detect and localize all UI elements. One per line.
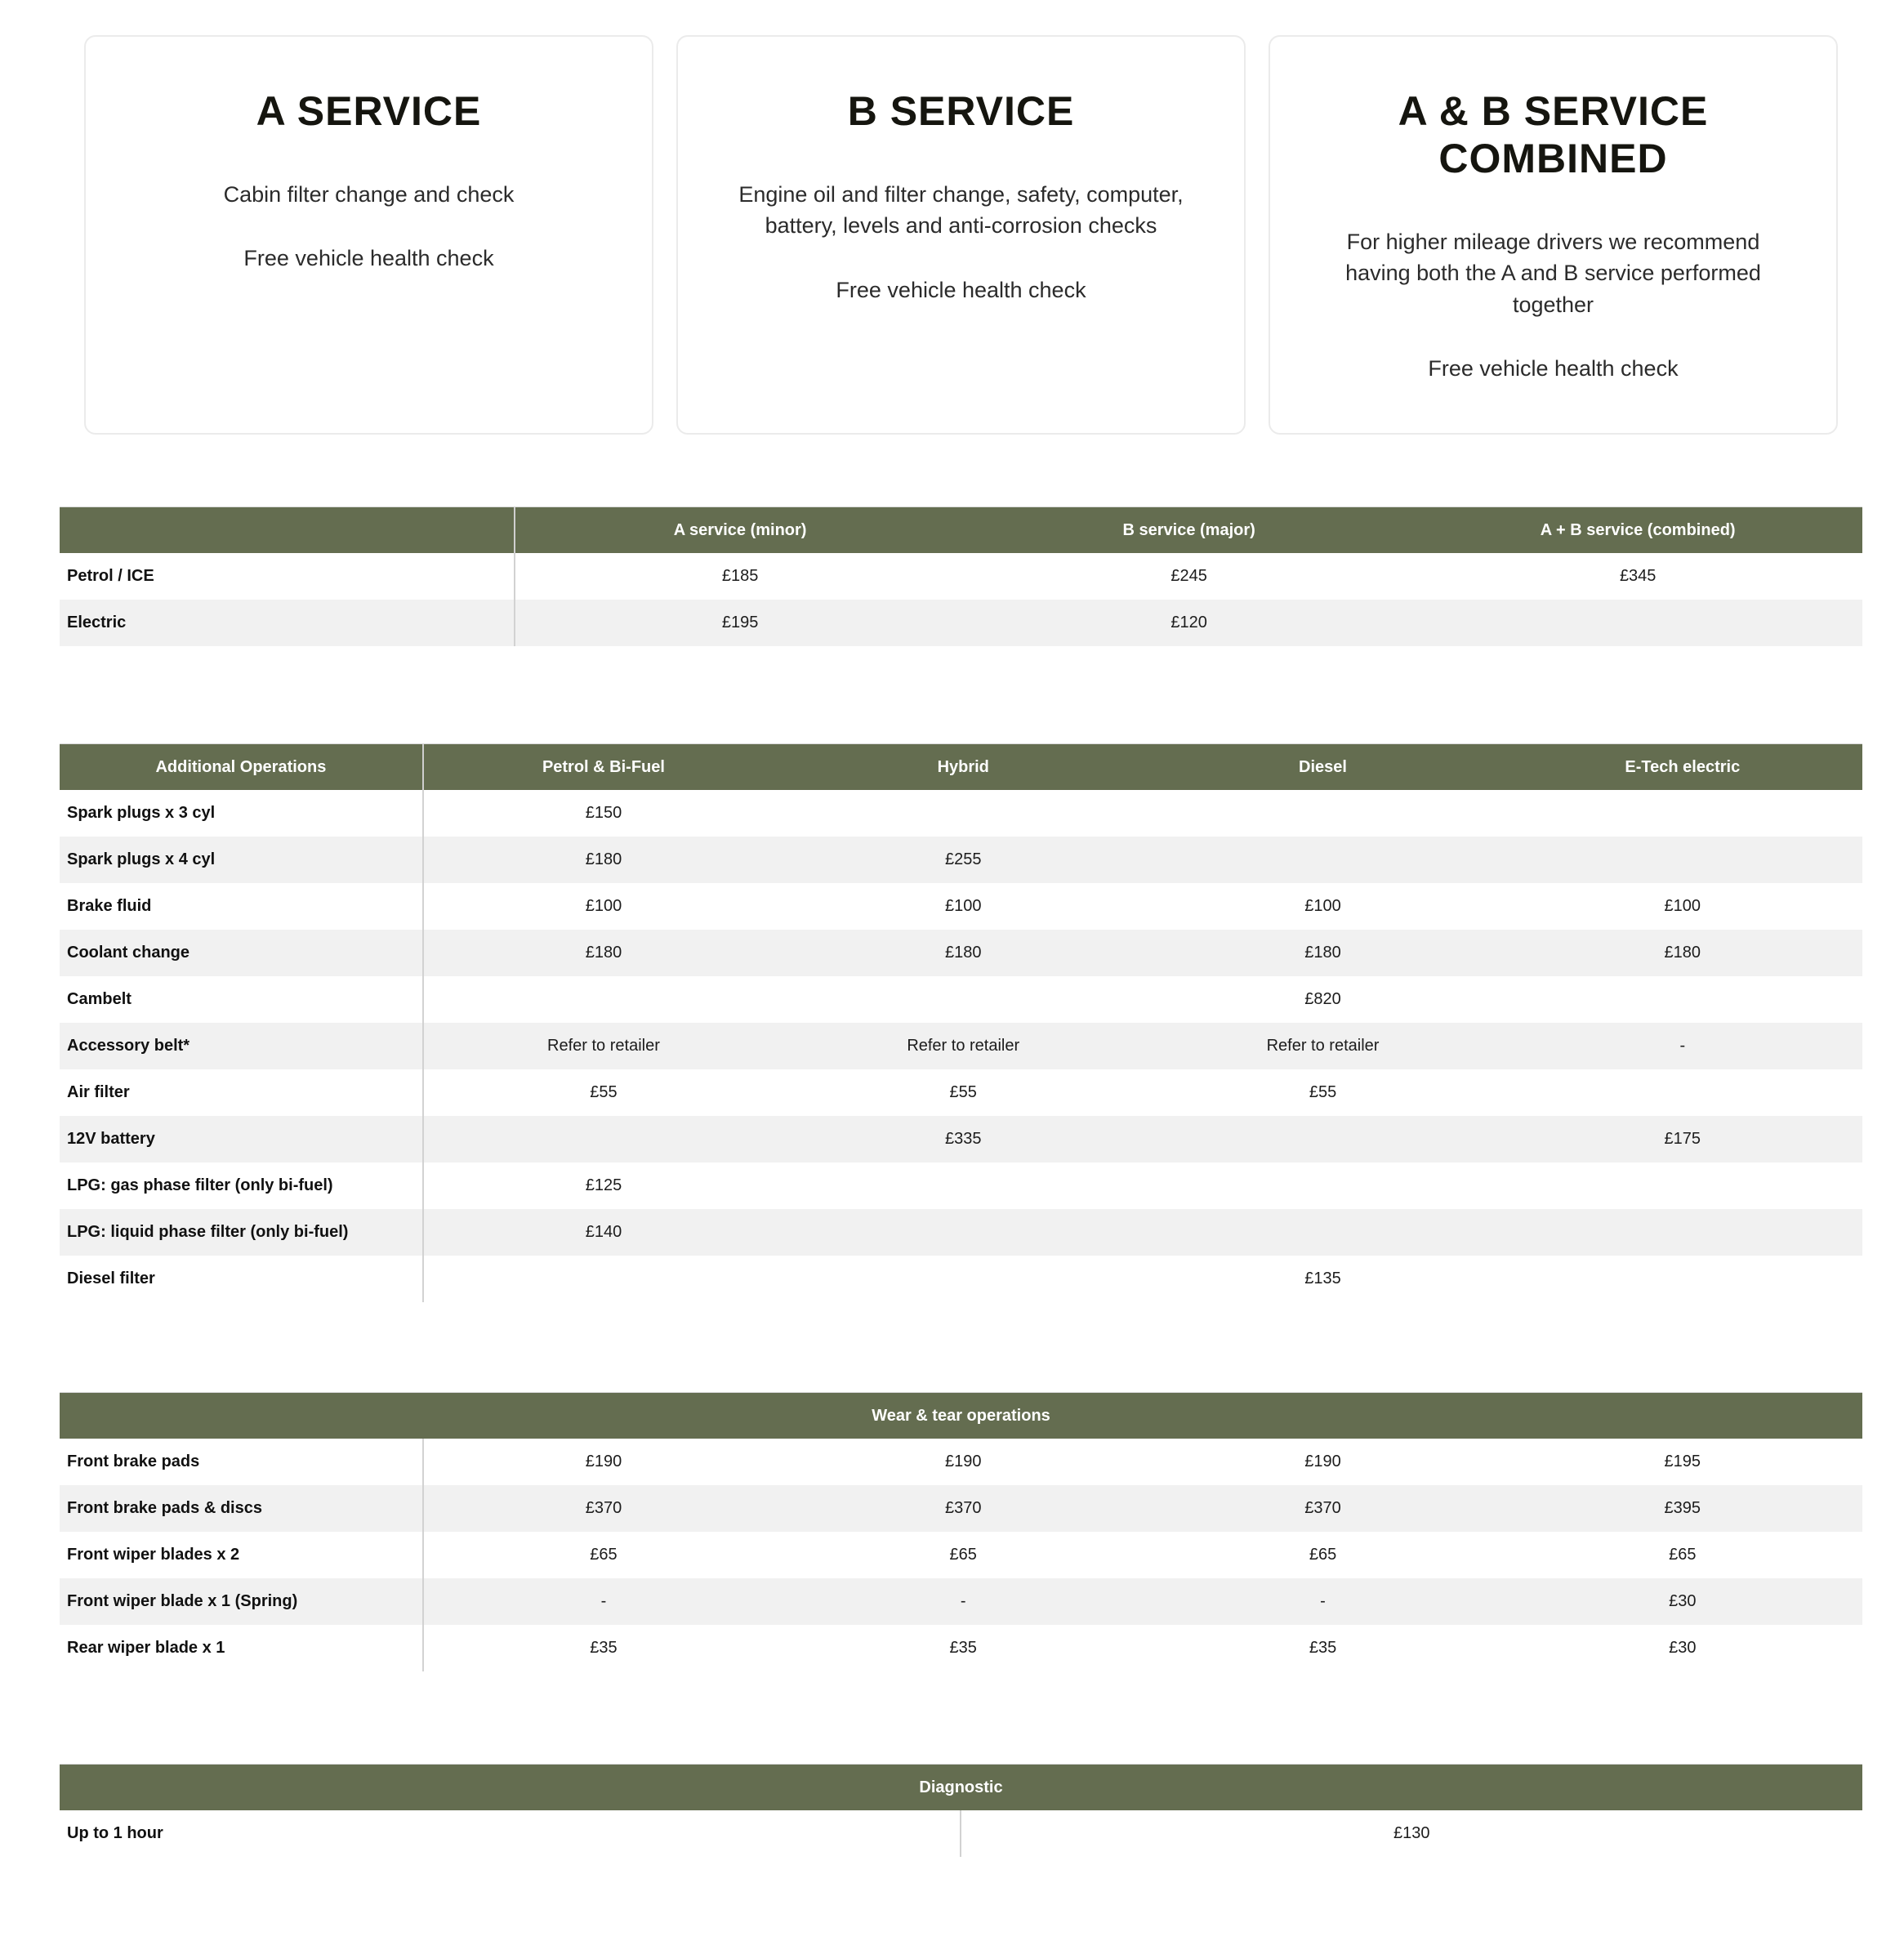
row-label: Diesel filter <box>60 1256 424 1302</box>
price-cell: £65 <box>1309 1546 1337 1564</box>
price-cell <box>1503 1256 1862 1302</box>
price-cell: £190 <box>944 1453 982 1471</box>
price-cell: - <box>960 1592 966 1611</box>
row-label: LPG: liquid phase filter (only bi-fuel) <box>60 1209 424 1256</box>
price-cell: £55 <box>1309 1083 1337 1102</box>
price-cell: £180 <box>944 944 982 962</box>
price-cell: £335 <box>944 1130 982 1149</box>
price-cell: £195 <box>1664 1453 1701 1471</box>
row-label: Spark plugs x 4 cyl <box>60 837 424 883</box>
table-row <box>60 1810 1862 1857</box>
price-cell: £130 <box>1393 1824 1430 1843</box>
wear-tear-header <box>60 1392 1862 1439</box>
row-label: Front brake pads & discs <box>60 1485 424 1532</box>
price-cell: £35 <box>949 1639 977 1658</box>
header-cell-title: Wear & tear operations <box>872 1406 1050 1425</box>
price-cell: £100 <box>585 897 622 916</box>
diagnostic-table <box>60 1764 1862 1857</box>
price-cell: £120 <box>1170 614 1207 632</box>
row-label: Up to 1 hour <box>60 1810 961 1857</box>
row-label: Coolant change <box>60 930 424 976</box>
price-cell: £100 <box>1304 897 1341 916</box>
price-cell: £30 <box>1669 1592 1697 1611</box>
price-cell <box>1143 1116 1502 1162</box>
price-cell: £125 <box>585 1176 622 1195</box>
table-row <box>60 1439 1862 1485</box>
price-cell: - <box>1320 1592 1326 1611</box>
price-cell: £180 <box>585 944 622 962</box>
price-cell <box>1143 837 1502 883</box>
price-cell: £255 <box>944 850 982 869</box>
price-cell: £100 <box>944 897 982 916</box>
price-cell: Refer to retailer <box>907 1037 1020 1055</box>
price-cell: - <box>600 1592 607 1611</box>
price-cell <box>1503 976 1862 1023</box>
table-row <box>60 790 1862 837</box>
row-label: Petrol / ICE <box>60 553 515 600</box>
price-cell: £150 <box>585 804 622 823</box>
card-paragraph: Cabin filter change and check <box>223 182 515 207</box>
price-cell: Refer to retailer <box>547 1037 660 1055</box>
price-cell: £245 <box>1170 567 1207 586</box>
table-row <box>60 976 1862 1023</box>
table-row <box>60 1625 1862 1671</box>
header-cell: A + B service (combined) <box>1540 520 1736 539</box>
price-cell: £180 <box>1304 944 1341 962</box>
table-row <box>60 1256 1862 1302</box>
price-cell: £190 <box>1304 1453 1341 1471</box>
header-cell-empty <box>60 507 515 553</box>
row-label: LPG: gas phase filter (only bi-fuel) <box>60 1162 424 1209</box>
row-label: Accessory belt* <box>60 1023 424 1069</box>
table-row <box>60 553 1862 600</box>
price-cell: £55 <box>949 1083 977 1102</box>
price-cell: £345 <box>1619 567 1657 586</box>
price-cell <box>424 1116 783 1162</box>
row-label: Spark plugs x 3 cyl <box>60 790 424 837</box>
row-label: Cambelt <box>60 976 424 1023</box>
additional-operations-body <box>60 790 1862 1302</box>
row-label: Electric <box>60 600 515 646</box>
table-row <box>60 1532 1862 1578</box>
price-cell: £100 <box>1664 897 1701 916</box>
price-cell: - <box>1679 1037 1686 1055</box>
card-ab-service-combined <box>1269 35 1838 435</box>
price-cell <box>783 1256 1143 1302</box>
header-cell: Diesel <box>1299 757 1347 776</box>
service-prices-table <box>60 506 1862 646</box>
price-cell <box>1503 790 1862 837</box>
price-cell <box>1413 600 1862 646</box>
price-cell <box>783 790 1143 837</box>
price-cell: £395 <box>1664 1499 1701 1518</box>
table-row <box>60 930 1862 976</box>
header-cell: B service (major) <box>1122 520 1255 539</box>
price-cell <box>1503 837 1862 883</box>
price-cell: £65 <box>590 1546 618 1564</box>
price-cell <box>1143 790 1502 837</box>
row-label: Front wiper blade x 1 (Spring) <box>60 1578 424 1625</box>
price-cell <box>424 1256 783 1302</box>
price-cell: £175 <box>1664 1130 1701 1149</box>
header-cell-title: Additional Operations <box>60 744 424 790</box>
table-row <box>60 1023 1862 1069</box>
header-cell: A service (minor) <box>673 520 807 539</box>
price-cell <box>1143 1162 1502 1209</box>
service-prices-header <box>60 506 1862 553</box>
diagnostic-body <box>60 1810 1862 1857</box>
card-paragraph: For higher mileage drivers we recommend having both the A and B service performed together <box>1345 230 1761 317</box>
table-row <box>60 837 1862 883</box>
table-row <box>60 883 1862 930</box>
card-title: A SERVICE <box>256 88 482 134</box>
wear-tear-table <box>60 1392 1862 1671</box>
price-cell <box>1143 1209 1502 1256</box>
price-cell: £370 <box>1304 1499 1341 1518</box>
service-prices-body <box>60 553 1862 646</box>
price-cell: £180 <box>585 850 622 869</box>
card-paragraph: Free vehicle health check <box>1428 355 1679 381</box>
price-cell <box>1503 1162 1862 1209</box>
table-row <box>60 1162 1862 1209</box>
price-cell: £55 <box>590 1083 618 1102</box>
additional-operations-header <box>60 743 1862 790</box>
row-label: Rear wiper blade x 1 <box>60 1625 424 1671</box>
price-cell <box>1503 1069 1862 1116</box>
card-paragraph: Free vehicle health check <box>243 246 494 271</box>
header-cell: E-Tech electric <box>1625 757 1741 776</box>
additional-operations-table <box>60 743 1862 1302</box>
card-paragraph: Free vehicle health check <box>836 277 1086 302</box>
table-row <box>60 1209 1862 1256</box>
price-cell <box>783 1209 1143 1256</box>
diagnostic-header <box>60 1764 1862 1810</box>
price-cell: Refer to retailer <box>1266 1037 1380 1055</box>
price-cell: £820 <box>1304 990 1341 1009</box>
price-cell: £65 <box>1669 1546 1697 1564</box>
table-row <box>60 1485 1862 1532</box>
price-cell: £35 <box>1309 1639 1337 1658</box>
price-cell: £65 <box>949 1546 977 1564</box>
row-label: Front wiper blades x 2 <box>60 1532 424 1578</box>
table-row <box>60 1578 1862 1625</box>
card-b-service <box>676 35 1246 435</box>
price-cell: £195 <box>721 614 759 632</box>
card-a-service <box>84 35 653 435</box>
price-cell: £30 <box>1669 1639 1697 1658</box>
price-cell: £185 <box>721 567 759 586</box>
table-row <box>60 600 1862 646</box>
price-cell: £135 <box>1304 1270 1341 1288</box>
row-label: Brake fluid <box>60 883 424 930</box>
header-cell: Petrol & Bi-Fuel <box>542 757 665 776</box>
price-cell: £370 <box>944 1499 982 1518</box>
row-label: Front brake pads <box>60 1439 424 1485</box>
card-paragraph: Engine oil and filter change, safety, computer, battery, levels and anti-corrosion checks <box>738 182 1184 239</box>
row-label: 12V battery <box>60 1116 424 1162</box>
header-cell-title: Diagnostic <box>919 1778 1003 1796</box>
row-label: Air filter <box>60 1069 424 1116</box>
service-cards <box>84 35 1838 435</box>
price-cell: £180 <box>1664 944 1701 962</box>
price-cell <box>783 1162 1143 1209</box>
wear-tear-body <box>60 1439 1862 1671</box>
header-cell: Hybrid <box>937 757 989 776</box>
table-row <box>60 1116 1862 1162</box>
price-cell: £35 <box>590 1639 618 1658</box>
table-row <box>60 1069 1862 1116</box>
price-cell: £140 <box>585 1223 622 1242</box>
price-cell <box>1503 1209 1862 1256</box>
card-title: A & B SERVICE COMBINED <box>1398 88 1709 181</box>
price-cell: £370 <box>585 1499 622 1518</box>
card-title: B SERVICE <box>847 88 1075 134</box>
price-cell: £190 <box>585 1453 622 1471</box>
price-cell <box>424 976 783 1023</box>
price-cell <box>783 976 1143 1023</box>
